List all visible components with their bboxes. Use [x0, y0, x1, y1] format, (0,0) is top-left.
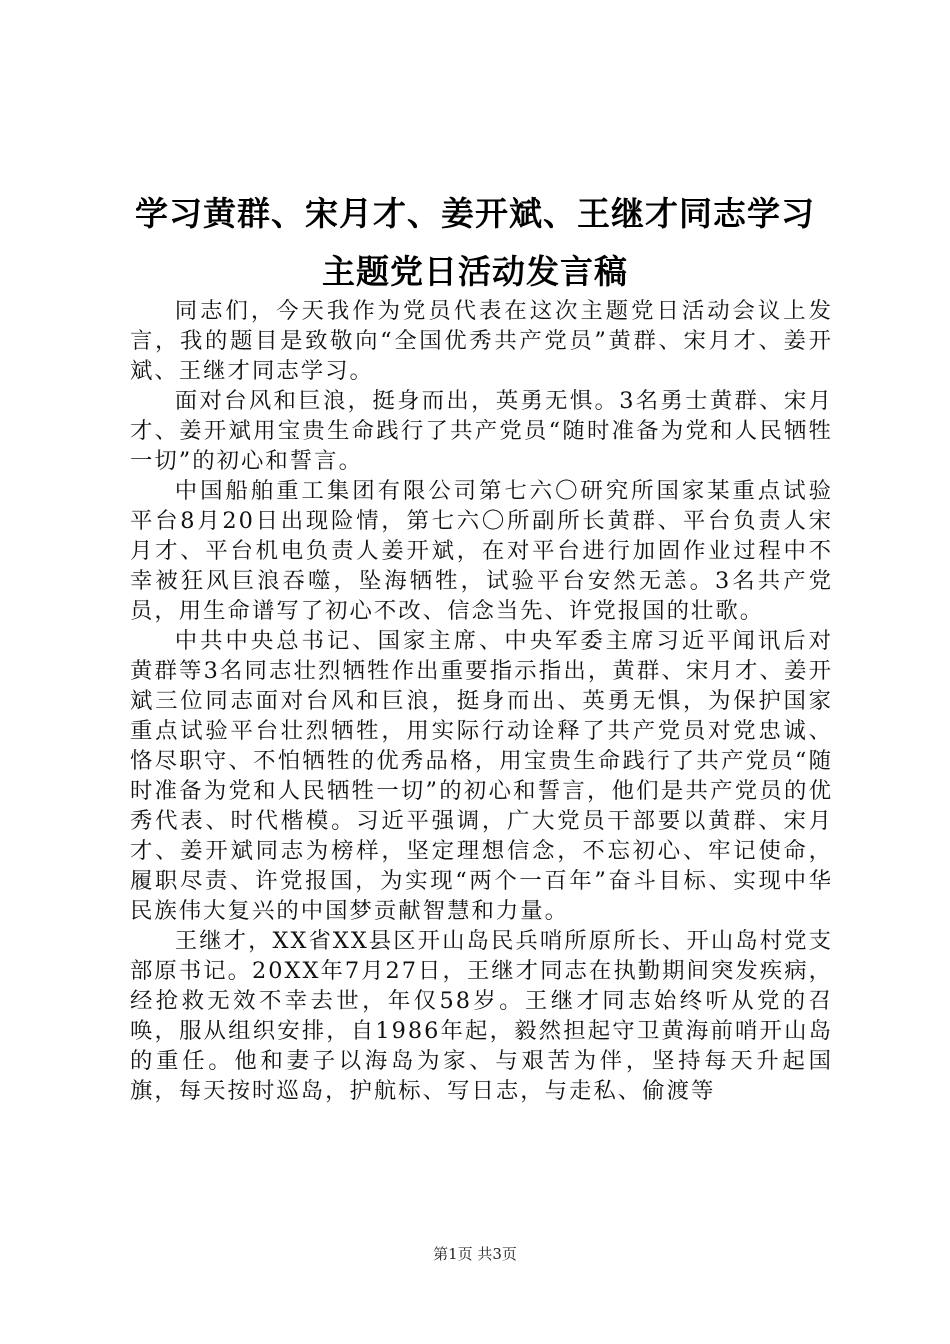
paragraph: 面对台风和巨浪，挺身而出，英勇无惧。3名勇士黄群、宋月才、姜开斌用宝贵生命践行了共产党员“随时准备为党和人民牺牲一切”的初心和誓言。: [130, 388, 833, 474]
page-number-footer: 第1页 共3页: [433, 1245, 517, 1263]
document-title-line-2: 主题党日活动发言稿: [322, 252, 628, 291]
paragraph: 同志们，今天我作为党员代表在这次主题党日活动会议上发言，我的题目是致敬向“全国优秀共产党员”黄群、宋月才、姜开斌、王继才同志学习。: [130, 298, 833, 384]
paragraph: 中共中央总书记、国家主席、中央军委主席习近平闻讯后对黄群等3名同志壮烈牺牲作出重要指示指出，黄群、宋月才、姜开斌三位同志面对台风和巨浪，挺身而出、英勇无惧，为保护国家重点试验平台壮烈牺牲，用实际行动诠释了共产党员对党忠诚、恪尽职守、不怕牺牲的优秀品格，用宝贵生命践行了共产党员“随时准备为党和人民牺牲一切”的初心和誓言，他们是共产党员的优秀代表、时代楷模。习近平强调，广大党员干部要以黄群、宋月才、姜开斌同志为榜样，坚定理想信念，不忘初心、牢记使命，履职尽责、许党报国，为实现“两个一百年”奋斗目标、实现中华民族伟大复兴的中国梦贡献智慧和力量。: [130, 628, 833, 924]
document-title-line-1: 学习黄群、宋月才、姜开斌、王继才同志学习: [135, 194, 815, 233]
paragraph: 王继才，XX省XX县区开山岛民兵哨所原所长、开山岛村党支部原书记。20XX年7月27日，王继才同志在执勤期间突发疾病，经抢救无效不幸去世，年仅58岁。王继才同志始终听从党的召唤，服从组织安排，自1986年起，毅然担起守卫黄海前哨开山岛的重任。他和妻子以海岛为家、与艰苦为伴，坚持每天升起国旗，每天按时巡岛，护航标、写日志，与走私、偷渡等: [130, 928, 833, 1104]
paragraph: 中国船舶重工集团有限公司第七六〇研究所国家某重点试验平台8月20日出现险情，第七六〇所副所长黄群、平台负责人宋月才、平台机电负责人姜开斌，在对平台进行加固作业过程中不幸被狂风巨浪吞噬，坠海牺牲，试验平台安然无恙。3名共产党员，用生命谱写了初心不改、信念当先、许党报国的壮歌。: [130, 478, 833, 624]
document-body: [130, 296, 833, 1106]
